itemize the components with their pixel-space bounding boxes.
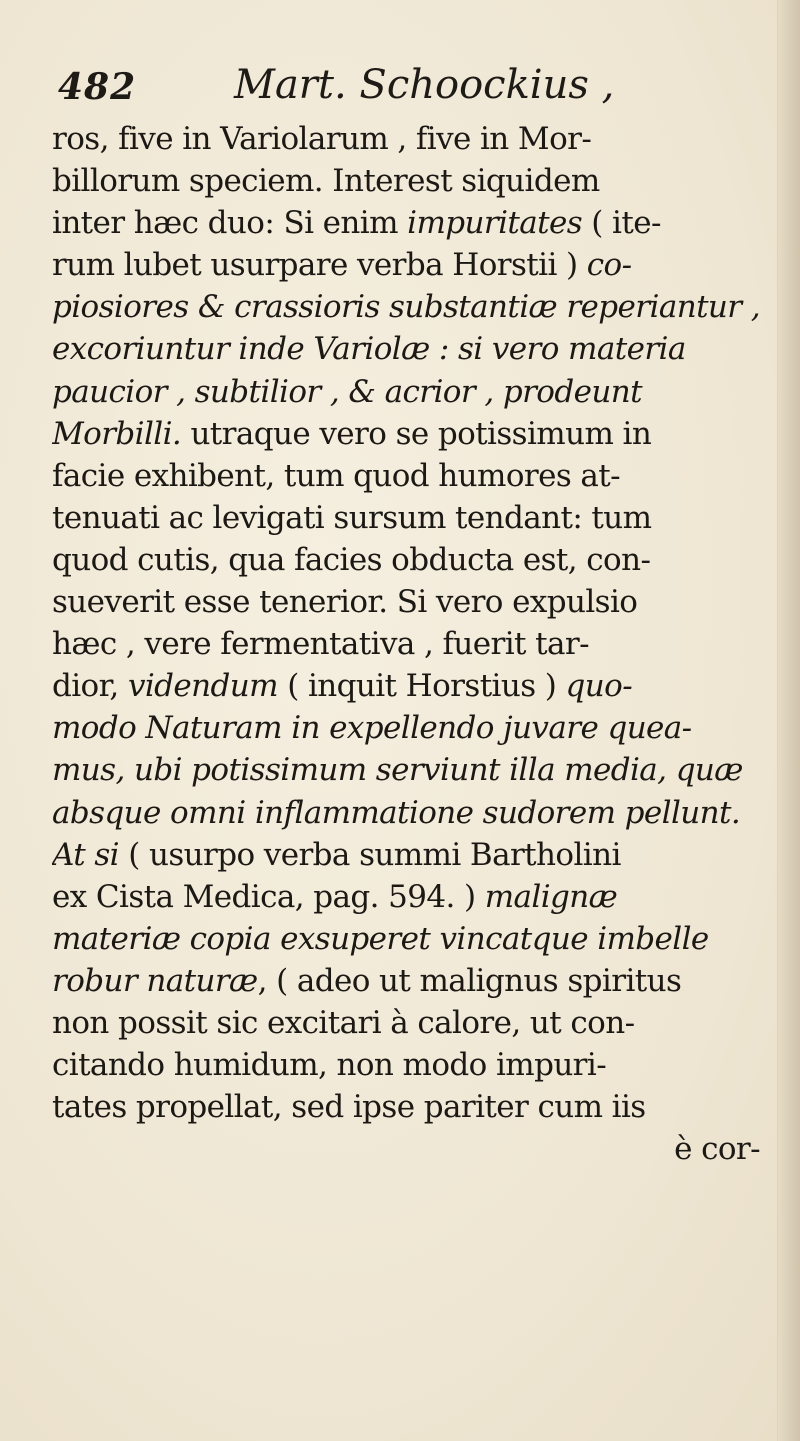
- text-line: [52, 834, 764, 876]
- text-segment: ( ite-: [582, 205, 661, 242]
- text-segment: sueverit esse tenerior. Si vero expulsio: [52, 584, 638, 621]
- text-line: [52, 244, 764, 286]
- italic-text-segment: malignæ: [484, 878, 618, 915]
- text-line: [52, 1128, 764, 1170]
- italic-text-segment: excoriuntur inde Variolæ : si vero materia: [52, 331, 686, 368]
- text-line: [52, 623, 764, 665]
- text-segment: quod cutis, qua facies obducta est, con-: [52, 541, 651, 578]
- text-segment: ( usurpo verba summi Bartholini: [118, 836, 621, 873]
- italic-text-segment: absque omni inflammatione sudorem pellunt.: [52, 794, 741, 831]
- text-line: [52, 413, 764, 455]
- text-segment: è cor-: [674, 1131, 760, 1168]
- text-line: [52, 581, 764, 623]
- italic-text-segment: quo-: [565, 668, 633, 705]
- text-line: [52, 497, 764, 539]
- text-segment: citando humidum, non modo impuri-: [52, 1047, 607, 1084]
- italic-text-segment: robur naturæ: [52, 962, 258, 999]
- text-line: [52, 1002, 764, 1044]
- text-line: [52, 918, 764, 960]
- text-segment: utraque vero se potissimum in: [181, 415, 652, 452]
- text-line: [52, 960, 764, 1002]
- text-segment: ros, five in Variolarum , five in Mor-: [52, 121, 592, 157]
- body-text: [52, 118, 764, 1170]
- text-line: [52, 371, 764, 413]
- text-line: [52, 1044, 764, 1086]
- page-edge-shadow: [777, 0, 800, 1441]
- text-segment: inter hæc duo: Si enim: [52, 205, 408, 242]
- text-line: [52, 118, 764, 160]
- text-line: [52, 160, 764, 202]
- text-line: [52, 455, 764, 497]
- text-segment: tates propellat, sed ipse pariter cum iis: [52, 1089, 646, 1126]
- text-segment: , ( adeo ut malignus spiritus: [257, 962, 682, 999]
- text-line: [52, 707, 764, 749]
- italic-text-segment: mus, ubi potissimum serviunt illa media, quæ: [52, 752, 743, 789]
- text-segment: tenuati ac levigati sursum tendant: tum: [52, 499, 652, 536]
- text-segment: rum lubet usurpare verba Horstii ): [52, 247, 587, 284]
- text-line: [52, 665, 764, 707]
- text-segment: dior,: [52, 668, 128, 705]
- page-header: [58, 60, 758, 110]
- text-line: [52, 539, 764, 581]
- text-segment: ( inquit Horstius ): [277, 668, 566, 705]
- text-line: [52, 1086, 764, 1128]
- italic-text-segment: videndum: [127, 668, 278, 705]
- text-line: [52, 328, 764, 370]
- italic-text-segment: impuritates: [407, 205, 583, 242]
- italic-text-segment: paucior , subtilior , & acrior , prodeunt: [52, 373, 642, 410]
- text-line: [52, 202, 764, 244]
- text-line: [52, 792, 764, 834]
- text-segment: facie exhibent, tum quod humores at-: [52, 457, 621, 494]
- italic-text-segment: materiæ copia exsuperet vincatque imbelle: [52, 920, 709, 957]
- italic-text-segment: Morbilli.: [52, 415, 182, 452]
- italic-text-segment: co-: [586, 247, 632, 284]
- italic-text-segment: modo Naturam in expellendo juvare quea-: [52, 710, 692, 747]
- page-number: 482: [58, 66, 137, 108]
- text-segment: ex Cista Medica, pag. 594. ): [52, 878, 485, 915]
- text-segment: hæc , vere fermentativa , fuerit tar-: [52, 626, 589, 663]
- italic-text-segment: At si: [52, 836, 119, 873]
- text-segment: non possit sic excitari à calore, ut con-: [52, 1004, 635, 1041]
- text-line: [52, 286, 764, 328]
- italic-text-segment: piosiores & crassioris substantiæ reperiantur ,: [52, 289, 761, 326]
- text-line: [52, 749, 764, 791]
- text-segment: billorum speciem. Interest siquidem: [52, 163, 600, 200]
- running-head: Mart. Schoockius ,: [234, 62, 615, 108]
- text-line: [52, 876, 764, 918]
